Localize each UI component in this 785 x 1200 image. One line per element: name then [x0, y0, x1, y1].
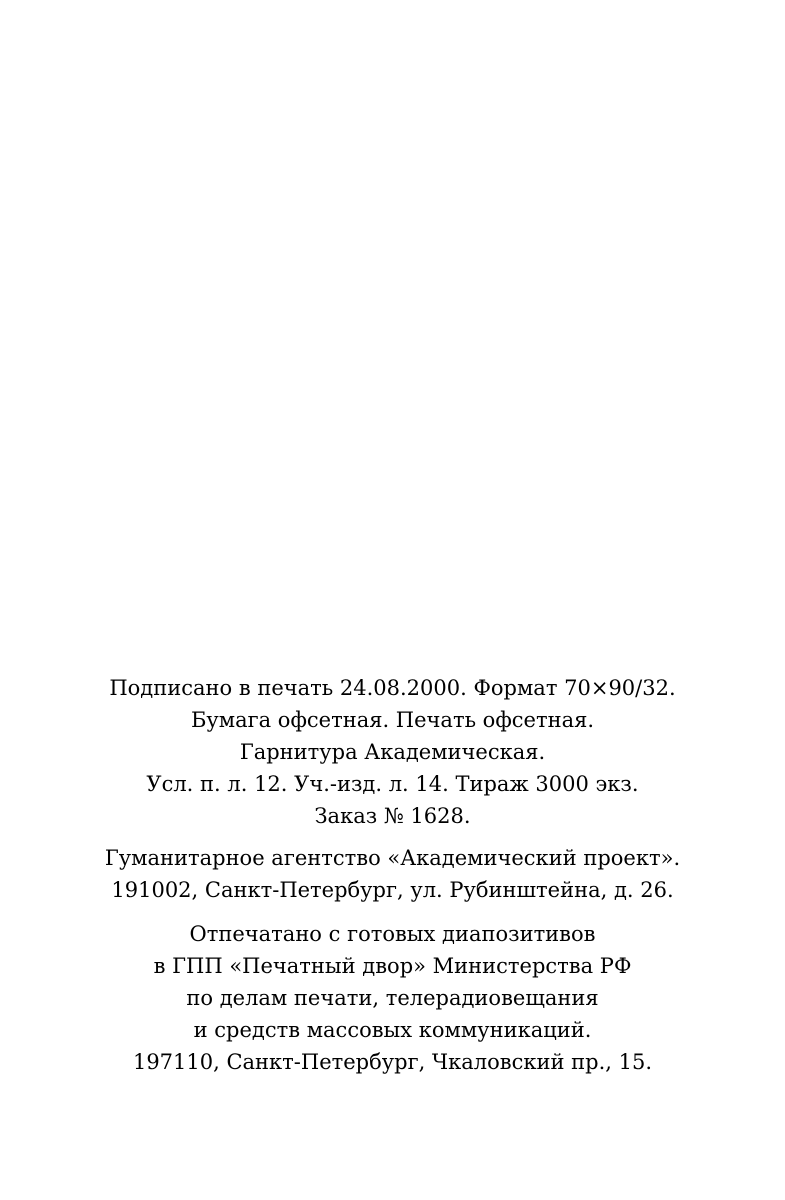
- print-details-line: Подписано в печать 24.08.2000. Формат 70×90/32.: [109, 676, 676, 700]
- print-details-line: Гарнитура Академическая.: [239, 740, 546, 764]
- print-details-line: Бумага офсетная. Печать офсетная.: [190, 708, 595, 732]
- printer-line: и средств массовых коммуникаций.: [193, 1018, 592, 1042]
- printer-line: по делам печати, телерадиовещания: [186, 986, 599, 1010]
- colophon: [0, 672, 785, 1078]
- printer-block: [0, 918, 785, 1078]
- printer-line: в ГПП «Печатный двор» Министерства РФ: [153, 954, 632, 978]
- printer-line: 197110, Санкт-Петербург, Чкаловский пр., 15.: [132, 1050, 653, 1074]
- print-details-block: [0, 672, 785, 832]
- publisher-line: 191002, Санкт-Петербург, ул. Рубинштейна, д. 26.: [111, 878, 674, 902]
- printer-line: Отпечатано с готовых диапозитивов: [189, 922, 596, 946]
- print-details-line: Заказ № 1628.: [314, 804, 471, 828]
- publisher-block: [0, 842, 785, 906]
- publisher-line: Гуманитарное агентство «Академический проект».: [104, 846, 681, 870]
- print-details-line: Усл. п. л. 12. Уч.-изд. л. 14. Тираж 3000 экз.: [146, 772, 639, 796]
